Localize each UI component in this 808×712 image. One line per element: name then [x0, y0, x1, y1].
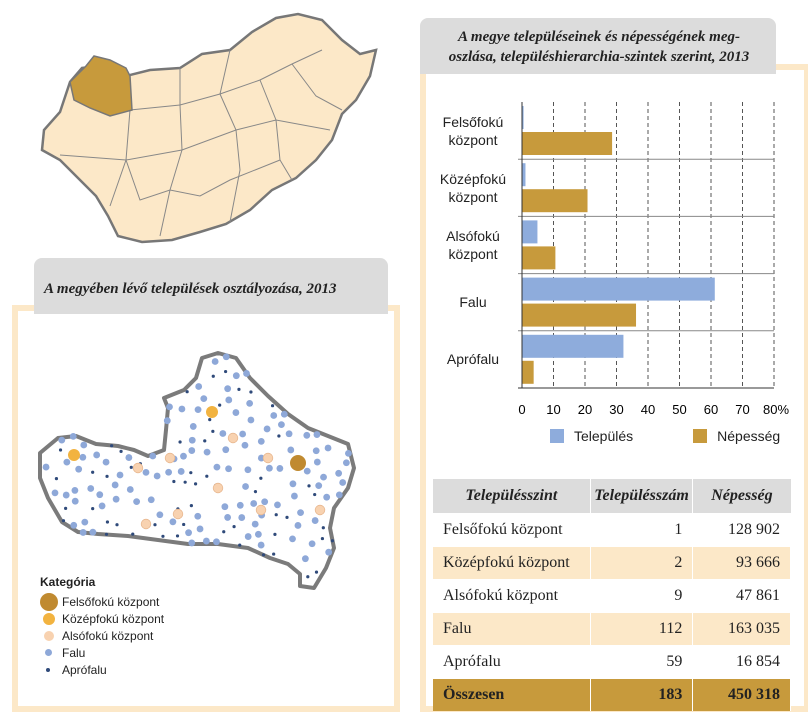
falu-dot [304, 468, 311, 475]
chart-legend [550, 428, 780, 444]
aprofalu-dot [272, 552, 275, 555]
x-tick-label: 60 [703, 402, 719, 417]
falu-dot [80, 529, 87, 536]
category-label: Aprófalu [446, 351, 500, 368]
falu-dot [93, 452, 100, 459]
falu-dot [248, 417, 255, 424]
falu-dot [237, 502, 244, 509]
falu-dot [245, 466, 252, 473]
aprofalu-dot [322, 526, 325, 529]
falu-dot [223, 353, 230, 360]
aprofalu-dot [190, 504, 193, 507]
falu-dot [224, 514, 231, 521]
falu-dot [242, 483, 249, 490]
felsofoku-marker-icon [40, 593, 58, 611]
category-label: Középfokú központ [439, 170, 507, 205]
chart-title [424, 27, 774, 67]
falu-dot [225, 465, 232, 472]
falu-dot [312, 517, 319, 524]
falu-dot [96, 491, 103, 498]
x-tick-label: 70 [735, 402, 750, 417]
falu-dot [289, 535, 296, 542]
falu-dot [154, 473, 161, 480]
table-header-level: Településszint [433, 479, 590, 514]
map-legend-item-aprofalu: Aprófalu [40, 661, 240, 678]
aprofalu-dot [259, 477, 262, 480]
aprofalu-dot [277, 434, 280, 437]
table-cell-name: Falu [433, 613, 590, 646]
falu-dot [250, 500, 257, 507]
kozepfoku-dot [68, 449, 80, 461]
table-row [433, 646, 791, 679]
table-cell-count: 9 [590, 580, 693, 613]
aprofalu-dot [224, 370, 227, 373]
aprofalu-dot [105, 533, 108, 536]
falu-dot [325, 549, 332, 556]
falu-dot [178, 468, 185, 475]
aprofalu-dot [203, 439, 206, 442]
aprofalu-dot [237, 388, 240, 391]
aprofalu-dot [131, 533, 134, 536]
falu-dot [87, 485, 94, 492]
aprofalu-dot [306, 575, 309, 578]
hungary-overview-map [30, 10, 380, 260]
alsofoku-dot [133, 463, 143, 473]
bar-nepesseg [522, 246, 555, 269]
aprofalu-dot [184, 481, 187, 484]
bar-nepesseg [522, 189, 588, 212]
aprofalu-dot [211, 430, 214, 433]
falu-dot [270, 412, 277, 419]
legend-nepesseg-swatch [693, 429, 707, 443]
county-settlement-map [18, 318, 384, 618]
aprofalu-dot [161, 535, 164, 538]
aprofalu-dot [153, 523, 156, 526]
table-header-row [433, 479, 791, 514]
map-title: A megyében lévő települések osztályozása, 2013 [44, 281, 337, 297]
alsofoku-dot [213, 483, 223, 493]
aprofalu-dot [232, 525, 235, 528]
falu-dot [117, 472, 124, 479]
falu-dot [133, 498, 140, 505]
aprofalu-dot [262, 553, 265, 556]
falu-dot [80, 442, 87, 449]
aprofalu-dot [119, 450, 122, 453]
table-cell-name: Középfokú központ [433, 547, 590, 580]
falu-dot [323, 494, 330, 501]
aprofalu-dot [186, 390, 189, 393]
falu-dot [258, 542, 265, 549]
falu-dot [276, 465, 283, 472]
bar-telepules [522, 220, 537, 243]
table-cell-pop: 16 854 [693, 646, 791, 679]
falu-dot [278, 421, 285, 428]
table-header-count: Településszám [590, 479, 693, 514]
falu-dot [313, 447, 320, 454]
table-total-name: Összesen [433, 679, 590, 712]
falu-dot [169, 518, 176, 525]
table-cell-count: 59 [590, 646, 693, 679]
falu-dot [165, 469, 172, 476]
falu-dot [149, 453, 156, 460]
falu-dot [233, 409, 240, 416]
falu-dot [339, 479, 346, 486]
falu-dot [264, 426, 271, 433]
aprofalu-marker-icon [46, 668, 50, 672]
falu-dot [188, 540, 195, 547]
table-row [433, 514, 791, 547]
falu-dot [238, 514, 245, 521]
legend-nepesseg-label: Népesség [717, 428, 781, 444]
table-cell-pop: 93 666 [693, 547, 791, 580]
falu-dot [72, 498, 79, 505]
table-total-row [433, 679, 791, 712]
table-total-pop: 450 318 [693, 679, 791, 712]
falu-dot [261, 498, 268, 505]
kozepfoku-marker-icon [43, 613, 55, 625]
aprofalu-dot [59, 448, 62, 451]
falu-dot [79, 454, 86, 461]
map-legend-item-falu: Falu [40, 644, 240, 661]
falu-dot [213, 538, 220, 545]
falu-dot [252, 521, 259, 528]
falu-dot [297, 509, 304, 516]
falu-dot [164, 417, 171, 424]
falu-dot [194, 513, 201, 520]
map-legend [40, 575, 240, 678]
category-label: Falu [459, 294, 487, 311]
falu-dot [243, 370, 250, 377]
x-tick-label: 20 [577, 402, 593, 417]
bar-telepules [522, 278, 715, 301]
aprofalu-dot [307, 484, 310, 487]
falu-dot [345, 450, 352, 457]
x-tick-label: 50 [672, 402, 687, 417]
aprofalu-dot [110, 444, 113, 447]
falu-dot [336, 491, 343, 498]
falu-dot [286, 430, 293, 437]
table-cell-pop: 47 861 [693, 580, 791, 613]
falu-dot [314, 431, 321, 438]
aprofalu-dot [218, 404, 221, 407]
table-cell-name: Felsőfokú központ [433, 514, 590, 547]
falu-dot [72, 487, 79, 494]
aprofalu-dot [331, 539, 334, 542]
falu-dot [103, 459, 110, 466]
bar-nepesseg [522, 132, 612, 155]
bar-telepules [522, 163, 525, 186]
falu-dot [258, 438, 265, 445]
aprofalu-dot [105, 475, 108, 478]
falu-dot [233, 372, 240, 379]
category-label: Felsőfokú központ [442, 113, 504, 148]
aprofalu-dot [254, 490, 257, 493]
falu-dot [99, 503, 106, 510]
aprofalu-dot [189, 471, 192, 474]
table-cell-count: 112 [590, 613, 693, 646]
falu-dot [75, 466, 82, 473]
falu-dot [290, 480, 297, 487]
kozepfoku-dot [206, 406, 218, 418]
aprofalu-dot [208, 418, 211, 421]
falu-dot [43, 464, 50, 471]
aprofalu-dot [238, 544, 241, 547]
x-tick-label: 0 [518, 402, 526, 417]
legend-telepules-label: Település [574, 428, 634, 444]
x-tick-label: 40 [640, 402, 656, 417]
map-legend-item-alsofoku: Alsófokú központ [40, 627, 240, 644]
alsofoku-dot [228, 433, 238, 443]
falu-dot [274, 501, 281, 508]
table-row [433, 547, 791, 580]
falu-dot [195, 383, 202, 390]
table-cell-count: 1 [590, 514, 693, 547]
alsofoku-marker-icon [44, 631, 54, 641]
falu-dot [255, 531, 262, 538]
falu-dot [246, 400, 253, 407]
table-cell-name: Alsófokú központ [433, 580, 590, 613]
falu-dot [302, 555, 309, 562]
falu-dot [320, 474, 327, 481]
legend-telepules-swatch [550, 429, 564, 443]
aprofalu-dot [315, 571, 318, 574]
falu-dot [245, 533, 252, 540]
aprofalu-dot [55, 477, 58, 480]
alsofoku-dot [141, 519, 151, 529]
alsofoku-dot [256, 505, 266, 515]
chart-x-ticks [518, 402, 789, 417]
aprofalu-dot [285, 516, 288, 519]
falu-dot [295, 522, 302, 529]
falu-dot [314, 459, 321, 466]
falu-dot [58, 437, 65, 444]
falu-dot [195, 406, 202, 413]
falu-dot [125, 454, 132, 461]
map-legend-title: Kategória [40, 575, 96, 589]
aprofalu-dot [205, 475, 208, 478]
falu-dot [81, 519, 88, 526]
bar-telepules [522, 335, 623, 358]
aprofalu-dot [91, 507, 94, 510]
falu-dot [188, 447, 195, 454]
falu-dot [148, 496, 155, 503]
aprofalu-dot [212, 375, 215, 378]
falu-dot [287, 447, 294, 454]
falu-dot [219, 430, 226, 437]
falu-dot [343, 459, 350, 466]
table-row [433, 613, 791, 646]
x-tick-label: 80% [762, 402, 790, 417]
table-cell-pop: 128 902 [693, 514, 791, 547]
hungary-outline [42, 14, 376, 242]
x-tick-label: 10 [546, 402, 561, 417]
aprofalu-dot [176, 534, 179, 537]
falu-dot [212, 358, 219, 365]
table-row [433, 580, 791, 613]
falu-dot [281, 411, 288, 418]
aprofalu-dot [64, 507, 67, 510]
falu-dot [214, 464, 221, 471]
aprofalu-dot [271, 404, 274, 407]
falu-dot [221, 503, 228, 510]
falu-dot [70, 522, 77, 529]
bar-nepesseg [522, 304, 636, 327]
settlement-table [433, 479, 791, 711]
falu-dot [197, 526, 204, 533]
falu-dot [63, 492, 70, 499]
alsofoku-dot [173, 509, 183, 519]
chart-title-line1: A megye településeinek és népességének meg- [457, 29, 740, 45]
falu-marker-icon [45, 649, 52, 656]
aprofalu-dot [115, 523, 118, 526]
falu-dot [239, 431, 246, 438]
table-cell-count: 2 [590, 547, 693, 580]
falu-dot [112, 482, 119, 489]
chart-bars [522, 106, 715, 384]
aprofalu-dot [275, 513, 278, 516]
falu-dot [156, 511, 163, 518]
falu-dot [309, 540, 316, 547]
alsofoku-dot [315, 505, 325, 515]
aprofalu-dot [273, 533, 276, 536]
falu-dot [203, 538, 210, 545]
falu-dot [179, 406, 186, 413]
table-header-population: Népesség [693, 479, 791, 514]
alsofoku-dot [263, 453, 273, 463]
falu-dot [225, 397, 232, 404]
aprofalu-dot [321, 537, 324, 540]
aprofalu-dot [194, 482, 197, 485]
falu-dot [266, 465, 273, 472]
falu-dot [52, 489, 59, 496]
falu-dot [325, 445, 332, 452]
aprofalu-dot [62, 519, 65, 522]
falu-dot [143, 469, 150, 476]
falu-dot [180, 453, 187, 460]
falu-dot [303, 432, 310, 439]
table-total-count: 183 [590, 679, 693, 712]
table-cell-pop: 163 035 [693, 613, 791, 646]
table-cell-name: Aprófalu [433, 646, 590, 679]
falu-dot [166, 403, 173, 410]
map-legend-item-kozepfoku: Középfokú központ [40, 610, 240, 627]
falu-dot [190, 423, 197, 430]
falu-dot [189, 437, 196, 444]
x-tick-label: 30 [609, 402, 624, 417]
falu-dot [200, 395, 207, 402]
falu-dot [63, 459, 70, 466]
falu-dot [291, 493, 298, 500]
aprofalu-dot [172, 480, 175, 483]
falu-dot [335, 470, 342, 477]
falu-dot [315, 482, 322, 489]
falu-dot [185, 529, 192, 536]
map-legend-item-felsofoku: Felsőfokú központ [40, 593, 240, 610]
falu-dot [113, 496, 120, 503]
falu-dot [242, 442, 249, 449]
falu-dot [127, 486, 134, 493]
aprofalu-dot [182, 523, 185, 526]
aprofalu-dot [249, 390, 252, 393]
falu-dot [204, 449, 211, 456]
aprofalu-dot [178, 440, 181, 443]
aprofalu-dot [130, 466, 133, 469]
falu-dot [70, 433, 77, 440]
alsofoku-dot [165, 453, 175, 463]
falu-dot [89, 529, 96, 536]
bar-nepesseg [522, 361, 534, 384]
category-label: Alsófokú központ [446, 228, 500, 262]
aprofalu-dot [313, 493, 316, 496]
falu-dot [224, 385, 231, 392]
felsofoku-dot [290, 455, 306, 471]
aprofalu-dot [222, 530, 225, 533]
falu-dot [222, 446, 229, 453]
chart-title-line2: oszlása, településhierarchia-szintek szerint, 2013 [448, 49, 750, 65]
aprofalu-dot [91, 471, 94, 474]
aprofalu-dot [106, 520, 109, 523]
